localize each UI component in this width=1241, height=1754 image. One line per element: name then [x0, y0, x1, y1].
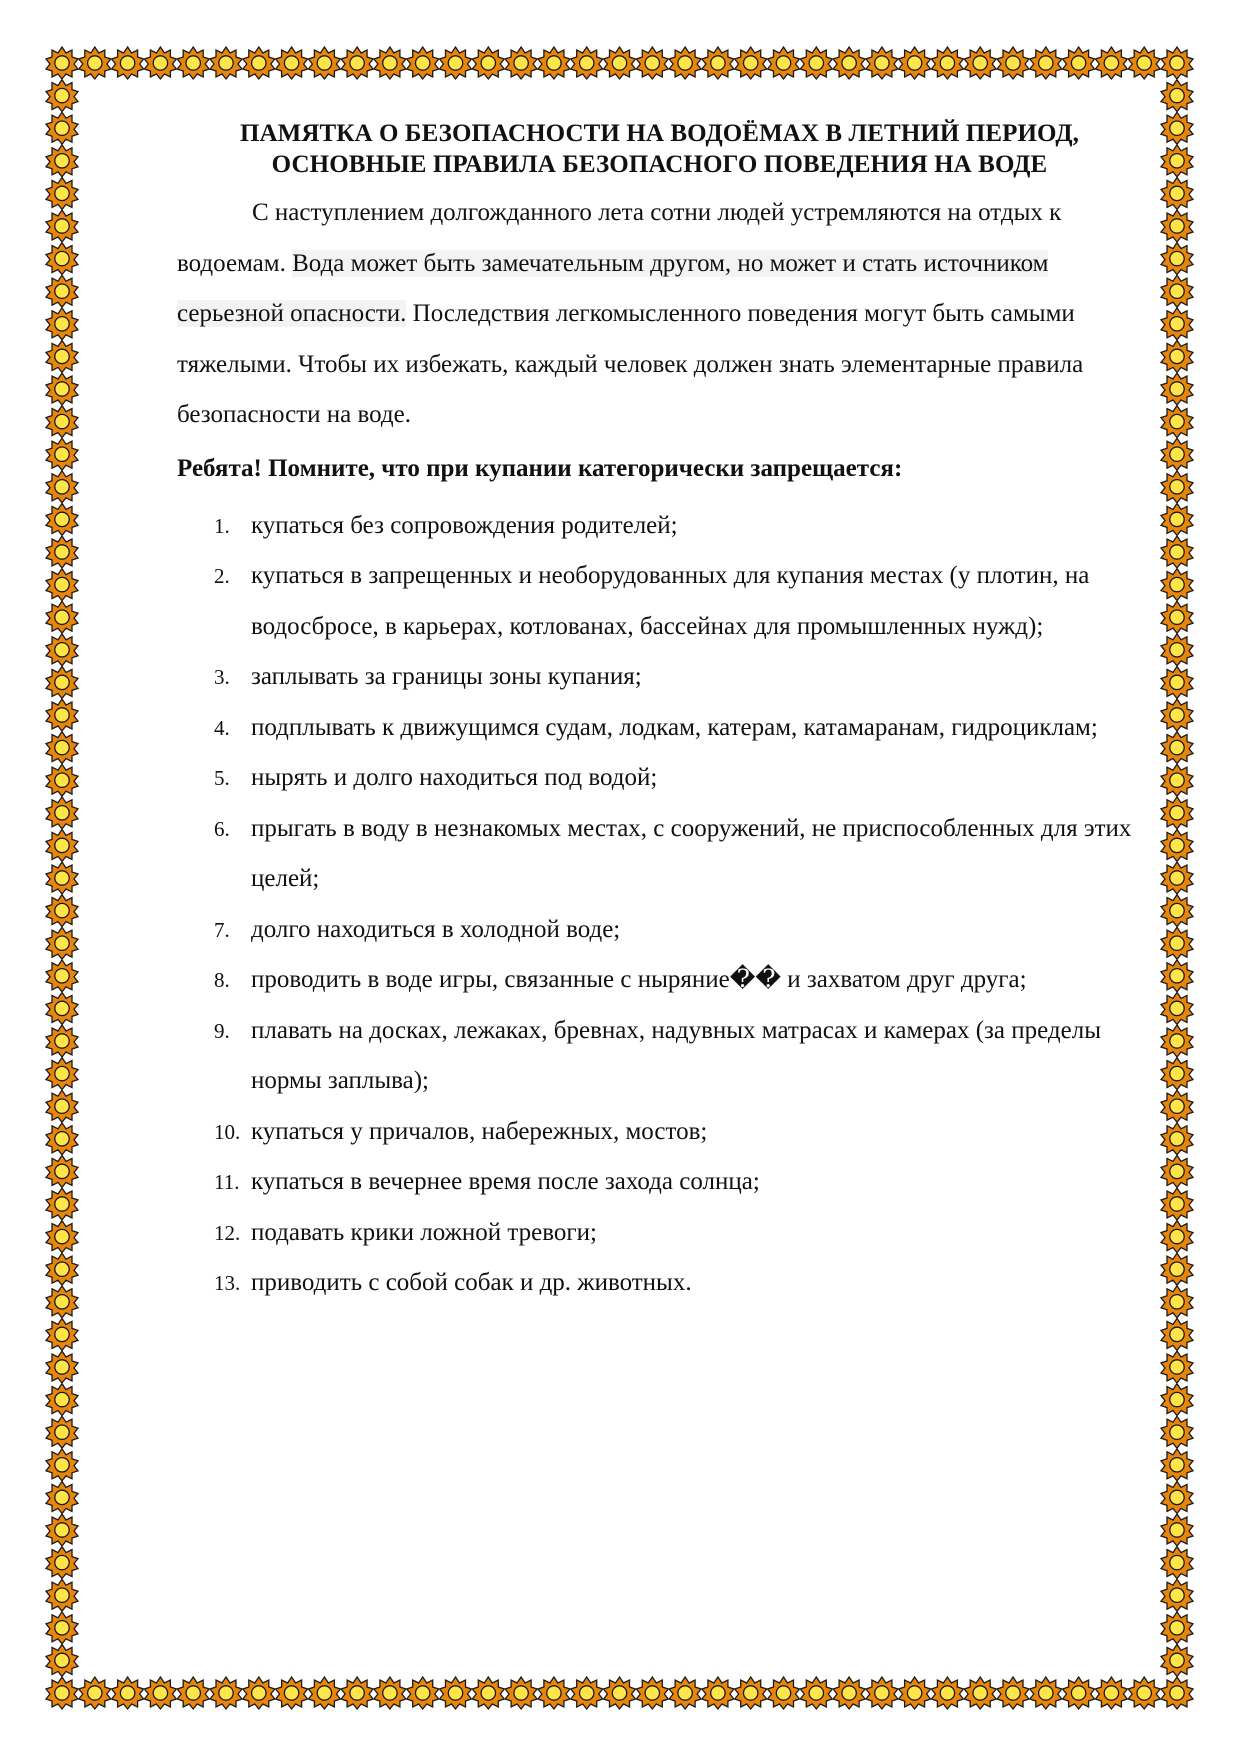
sun-icon — [144, 1677, 176, 1709]
sun-icon — [1161, 1514, 1193, 1546]
sun-icon — [46, 177, 78, 209]
sun-icon — [604, 47, 636, 79]
rule-number: 1. — [214, 513, 230, 538]
sun-icon — [46, 308, 78, 340]
sun-icon — [1128, 47, 1160, 79]
sun-icon — [1161, 406, 1193, 438]
sun-icon — [46, 275, 78, 307]
sun-icon — [1161, 1188, 1193, 1220]
sun-icon — [1161, 634, 1193, 666]
sun-icon — [735, 1677, 767, 1709]
sun-icon — [1161, 1384, 1193, 1416]
sun-icon — [210, 47, 242, 79]
sun-icon — [46, 1253, 78, 1285]
sun-icon — [735, 47, 767, 79]
sun-icon — [46, 699, 78, 731]
rule-number: 13. — [214, 1271, 241, 1295]
sun-icon — [46, 145, 78, 177]
sun-icon — [46, 210, 78, 242]
sun-icon — [112, 1677, 144, 1709]
rule-text: прыгать в воду в незнакомых местах, с сооружений, не приспособленных для этих целей; — [251, 814, 1132, 892]
sun-icon — [46, 112, 78, 144]
sun-icon — [46, 1612, 78, 1644]
sun-icon — [1161, 47, 1193, 79]
sun-icon — [1161, 438, 1193, 470]
sun-icon — [46, 1547, 78, 1579]
sun-icon — [46, 569, 78, 601]
sun-icon — [341, 1677, 373, 1709]
sun-icon — [46, 373, 78, 405]
rule-text: нырять и долго находиться под водой; — [251, 764, 658, 791]
rule-item — [177, 1006, 1142, 1107]
intro-text-2: Последствия легкомысленного поведения могут быть самыми тяжелыми. Чтобы их избежать, каждый человек должен знать элементарные правила безопасности на воде. — [177, 300, 1084, 428]
sun-icon — [1161, 601, 1193, 633]
sun-icon — [1161, 1579, 1193, 1611]
sun-icon — [669, 1677, 701, 1709]
sun-icon — [1161, 1449, 1193, 1481]
sun-icon — [1161, 275, 1193, 307]
sun-icon — [1128, 1677, 1160, 1709]
sun-icon — [1161, 1547, 1193, 1579]
rule-text: плавать на досках, лежаках, бревнах, надувных матрасах и камерах (за пределы нормы заплыва); — [251, 1016, 1102, 1094]
sun-icon — [1161, 895, 1193, 927]
sun-icon — [46, 1058, 78, 1090]
sun-icon — [407, 47, 439, 79]
sun-icon — [1161, 699, 1193, 731]
sun-icon — [931, 1677, 963, 1709]
sun-icon — [1161, 797, 1193, 829]
sun-icon — [1063, 47, 1095, 79]
rule-item — [177, 1157, 1142, 1208]
sun-icon — [768, 47, 800, 79]
rule-number: 8. — [214, 968, 230, 992]
sun-icon — [46, 1481, 78, 1513]
sun-icon — [46, 1644, 78, 1676]
sun-icon — [538, 47, 570, 79]
sun-icon — [1161, 308, 1193, 340]
sun-icon — [1161, 829, 1193, 861]
title-line-2: ОСНОВНЫЕ ПРАВИЛА БЕЗОПАСНОГО ПОВЕДЕНИЯ НА ВОДЕ — [271, 151, 1048, 178]
rule-item — [177, 551, 1142, 652]
sun-icon — [702, 47, 734, 79]
sun-icon — [1161, 1318, 1193, 1350]
sun-icon — [833, 47, 865, 79]
sun-icon — [866, 47, 898, 79]
sun-icon — [538, 1677, 570, 1709]
sun-icon — [669, 47, 701, 79]
sun-icon — [46, 1449, 78, 1481]
sun-icon — [46, 340, 78, 372]
sun-icon — [46, 471, 78, 503]
sun-icon — [1161, 569, 1193, 601]
sun-icon — [276, 47, 308, 79]
sun-icon — [1161, 340, 1193, 372]
rule-text: приводить с собой собак и др. животных. — [251, 1269, 692, 1296]
sun-icon — [833, 1677, 865, 1709]
sun-icon — [46, 895, 78, 927]
sun-icon — [1161, 1123, 1193, 1155]
sun-icon — [1161, 1253, 1193, 1285]
sun-icon — [1161, 471, 1193, 503]
sun-icon — [46, 1090, 78, 1122]
sun-icon — [1161, 1058, 1193, 1090]
sun-icon — [46, 666, 78, 698]
rule-text: подплывать к движущимся судам, лодкам, катерам, катамаранам, гидроциклам; — [251, 713, 1098, 741]
rule-text: купаться в запрещенных и необорудованных для купания местах (у плотин, на водосбросе, в карьерах, котлованах, бассейнах для промышленных нужд); — [251, 562, 1090, 640]
sun-icon — [1161, 1612, 1193, 1644]
sun-icon — [308, 1677, 340, 1709]
rule-text: подавать крики ложной тревоги; — [251, 1218, 597, 1246]
sun-icon — [46, 1025, 78, 1057]
sun-icon — [505, 1677, 537, 1709]
page-title — [177, 118, 1142, 180]
sun-icon — [308, 47, 340, 79]
sun-icon — [46, 1123, 78, 1155]
sun-icon — [46, 732, 78, 764]
sun-icon — [46, 1286, 78, 1318]
sun-icon — [46, 243, 78, 275]
sun-icon — [79, 47, 111, 79]
sun-icon — [46, 992, 78, 1024]
sun-icon — [144, 47, 176, 79]
sun-icon — [1161, 373, 1193, 405]
sun-icon — [46, 1155, 78, 1187]
sun-icon — [46, 960, 78, 992]
rule-number: 11. — [214, 1170, 240, 1194]
sun-icon — [276, 1677, 308, 1709]
rules-list — [177, 501, 1142, 1309]
rule-text: купаться без сопровождения родителей; — [251, 511, 678, 539]
sun-icon — [1161, 503, 1193, 535]
rule-item — [177, 1107, 1142, 1158]
sun-icon — [46, 80, 78, 112]
rule-item — [177, 1208, 1142, 1259]
sun-icon — [1161, 112, 1193, 144]
sun-icon — [866, 1677, 898, 1709]
sun-icon — [440, 47, 472, 79]
sun-icon — [931, 47, 963, 79]
sun-icon — [899, 47, 931, 79]
sun-icon — [472, 1677, 504, 1709]
rule-number: 3. — [214, 665, 230, 689]
sun-icon — [210, 1677, 242, 1709]
sun-icon — [964, 47, 996, 79]
sun-icon — [1095, 47, 1127, 79]
rule-text: заплывать за границы зоны купания; — [251, 663, 642, 690]
sun-icon — [46, 1416, 78, 1448]
sun-icon — [1161, 764, 1193, 796]
sun-icon — [440, 1677, 472, 1709]
intro-paragraph — [177, 188, 1142, 441]
sun-icon — [46, 536, 78, 568]
sun-icon — [46, 1351, 78, 1383]
rule-number: 2. — [214, 564, 230, 588]
rule-number: 10. — [214, 1119, 241, 1144]
sun-icon — [46, 406, 78, 438]
sun-icon — [1161, 80, 1193, 112]
rule-number: 5. — [214, 766, 230, 790]
sun-icon — [46, 1677, 78, 1709]
rule-item — [177, 905, 1142, 956]
rule-item — [177, 703, 1142, 754]
sun-icon — [46, 47, 78, 79]
rule-item — [177, 652, 1142, 703]
sun-icon — [1161, 1481, 1193, 1513]
sun-icon — [604, 1677, 636, 1709]
sun-icon — [1161, 960, 1193, 992]
sun-icon — [997, 47, 1029, 79]
sun-icon — [243, 47, 275, 79]
sun-icon — [1161, 927, 1193, 959]
sun-icon — [800, 47, 832, 79]
sun-icon — [374, 47, 406, 79]
sun-icon — [1161, 243, 1193, 275]
sun-icon — [505, 47, 537, 79]
sun-icon — [46, 1318, 78, 1350]
document-page — [177, 118, 1142, 1309]
sun-icon — [177, 1677, 209, 1709]
rule-number: 7. — [214, 917, 230, 942]
rule-number: 6. — [214, 816, 230, 841]
rule-item — [177, 804, 1142, 905]
sun-icon — [768, 1677, 800, 1709]
sun-icon — [1161, 1677, 1193, 1709]
sun-icon — [46, 1579, 78, 1611]
intro-highlighted-text: Вода может быть замечательным другом, но может и стать источником серьезной опасности. — [177, 249, 1049, 327]
sun-icon — [46, 1188, 78, 1220]
sun-icon — [46, 797, 78, 829]
intro-text-1: С наступлением долгожданного лета сотни людей устремляются на отдых к водоемам. — [177, 199, 1062, 277]
sun-icon — [702, 1677, 734, 1709]
sun-icon — [79, 1677, 111, 1709]
rule-text: проводить в воде игры, связанные с ныряние�� и захватом друг друга; — [251, 966, 1027, 993]
sun-icon — [1161, 862, 1193, 894]
sun-icon — [1161, 536, 1193, 568]
rule-item — [177, 501, 1142, 552]
rule-item — [177, 955, 1142, 1006]
sun-icon — [1161, 210, 1193, 242]
sun-icon — [374, 1677, 406, 1709]
sun-icon — [243, 1677, 275, 1709]
sun-icon — [1161, 1351, 1193, 1383]
sun-icon — [46, 503, 78, 535]
sun-icon — [112, 47, 144, 79]
rule-text: долго находиться в холодной воде; — [251, 915, 621, 943]
sun-icon — [1161, 1644, 1193, 1676]
sun-icon — [1063, 1677, 1095, 1709]
sun-icon — [1161, 992, 1193, 1024]
sun-icon — [1161, 666, 1193, 698]
sun-icon — [46, 601, 78, 633]
sun-icon — [46, 1221, 78, 1253]
sun-icon — [46, 634, 78, 666]
sun-icon — [1161, 1221, 1193, 1253]
sun-icon — [472, 47, 504, 79]
sun-icon — [997, 1677, 1029, 1709]
rule-item — [177, 753, 1142, 804]
sun-icon — [636, 1677, 668, 1709]
rule-text: купаться в вечернее время после захода солнца; — [251, 1168, 760, 1195]
rule-number: 12. — [214, 1220, 241, 1245]
sun-icon — [1161, 1155, 1193, 1187]
sun-icon — [1030, 47, 1062, 79]
sun-icon — [46, 829, 78, 861]
title-line-1: ПАМЯТКА О БЕЗОПАСНОСТИ НА ВОДОЁМАХ В ЛЕТНИЙ ПЕРИОД, — [239, 120, 1079, 147]
sun-icon — [636, 47, 668, 79]
sun-icon — [46, 438, 78, 470]
sun-icon — [1161, 732, 1193, 764]
sun-icon — [800, 1677, 832, 1709]
sun-icon — [1161, 1286, 1193, 1318]
rule-item — [177, 1258, 1142, 1309]
sun-icon — [46, 764, 78, 796]
sun-icon — [1161, 177, 1193, 209]
warning-heading: Ребята! Помните, что при купании категорически запрещается: — [177, 454, 903, 482]
sun-icon — [177, 47, 209, 79]
sun-icon — [46, 1384, 78, 1416]
sun-icon — [964, 1677, 996, 1709]
sun-icon — [899, 1677, 931, 1709]
rule-number: 9. — [214, 1018, 230, 1043]
rule-number: 4. — [214, 715, 230, 740]
sun-icon — [571, 1677, 603, 1709]
sun-icon — [1161, 1025, 1193, 1057]
sun-icon — [46, 1514, 78, 1546]
sun-icon — [407, 1677, 439, 1709]
sun-icon — [341, 47, 373, 79]
sun-icon — [1030, 1677, 1062, 1709]
sun-icon — [46, 862, 78, 894]
sun-icon — [1161, 1416, 1193, 1448]
sun-icon — [46, 927, 78, 959]
sun-icon — [571, 47, 603, 79]
sun-icon — [1161, 145, 1193, 177]
sun-icon — [1161, 1090, 1193, 1122]
sun-icon — [1095, 1677, 1127, 1709]
rule-text: купаться у причалов, набережных, мостов; — [251, 1117, 708, 1145]
